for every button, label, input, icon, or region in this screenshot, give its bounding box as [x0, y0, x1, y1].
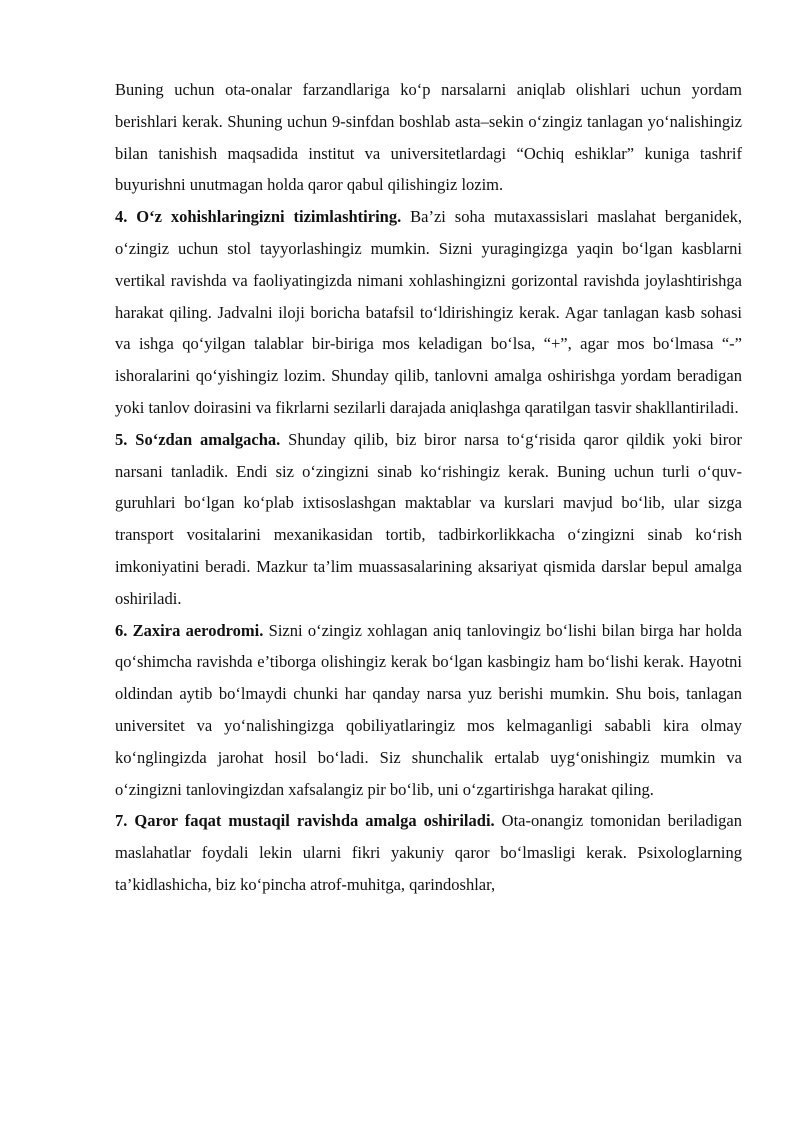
paragraph-heading: 4. O‘z xohishlaringizni tizimlashtiring.: [115, 207, 402, 227]
paragraph-item-4: [115, 201, 742, 424]
paragraph-text: Ota-onangiz tomonidan beriladigan maslahatlar foydali lekin ularni fikri yakuniy qaror bo‘lmasligi kerak. Psixologlarning ta’kidlashicha, biz ko‘pincha atrof-muhitga, qarindoshlar,: [115, 811, 743, 894]
paragraph-item-7: [115, 805, 742, 900]
paragraph-intro: [115, 74, 742, 201]
paragraph-text: Sizni o‘zingiz xohlagan aniq tanlovingiz bo‘lishi bilan birga har holda qo‘shimcha ravishda e’tiborga olishingiz kerak bo‘lgan kasbingiz ham bo‘lishi kerak. Hayotni oldindan aytib bo‘lmaydi chunki har qanday narsa yuz berishi mumkin. Shu bois, tanlagan universitet va yo‘nalishingizga qobiliyatlaringiz mos kelmaganligi sababli kira olmay ko‘nglingizda jarohat hosil bo‘ladi. Siz shunchalik ertalab uyg‘onishingiz mumkin va o‘zingizni tanlovingizdan xafsalangiz pir bo‘lib, uni o‘zgartirishga harakat qiling.: [115, 620, 743, 799]
paragraph-text: Buning uchun ota-onalar farzandlariga ko‘p narsalarni aniqlab olishlari uchun yordam berishlari kerak. Shuning uchun 9-sinfdan boshlab asta–sekin o‘zingiz tanlagan yo‘nalishingiz bilan tanishish maqsadida institut va universitetlardagi “Ochiq eshiklar” kuniga tashrif buyurishni unutmagan holda qaror qabul qilishingiz lozim.: [115, 80, 742, 195]
paragraph-item-6: [115, 615, 742, 806]
paragraph-heading: 5. So‘zdan amalgacha.: [115, 429, 281, 449]
paragraph-item-5: [115, 424, 742, 615]
document-body: [115, 74, 742, 901]
paragraph-text: Ba’zi soha mutaxassislari maslahat berganidek, o‘zingiz uchun stol tayyorlashingiz mumkin. Sizni yuragingizga yaqin bo‘lgan kasblarni vertikal ravishda va faoliyatingizda nimani xohlashingizni gorizontal ravishda joylashtirishga harakat qiling. Jadvalni iloji boricha batafsil to‘ldirishingiz kerak. Agar tanlagan kasb sohasi va ishga qo‘yilgan talablar bir-biriga mos keladigan bo‘lsa, “+”, agar mos bo‘lmasa “-” ishoralarini qo‘yishingiz lozim. Shunday qilib, tanlovni amalga oshirishga yordam beradigan yoki tanlov doirasini va fikrlarni sezilarli darajada aniqlashga qaratilgan tasvir shakllantiriladi.: [115, 207, 742, 417]
paragraph-heading: 7. Qaror faqat mustaqil ravishda amalga oshiriladi.: [115, 811, 495, 831]
paragraph-heading: 6. Zaxira aerodromi.: [115, 620, 264, 640]
paragraph-text: Shunday qilib, biz biror narsa to‘g‘risida qaror qildik yoki biror narsani tanladik. Endi siz o‘zingizni sinab ko‘rishingiz kerak. Buning uchun turli o‘quv- guruhlari bo‘lgan ko‘plab ixtisoslashgan maktablar va kurslari mavjud bo‘lib, ular sizga transport vositalarini mexanikasidan tortib, tadbirkorlikkacha o‘zingizni sinab ko‘rish imkoniyatini beradi. Mazkur ta’lim muassasalarining aksariyat qismida darslar bepul amalga oshiriladi.: [115, 429, 742, 608]
